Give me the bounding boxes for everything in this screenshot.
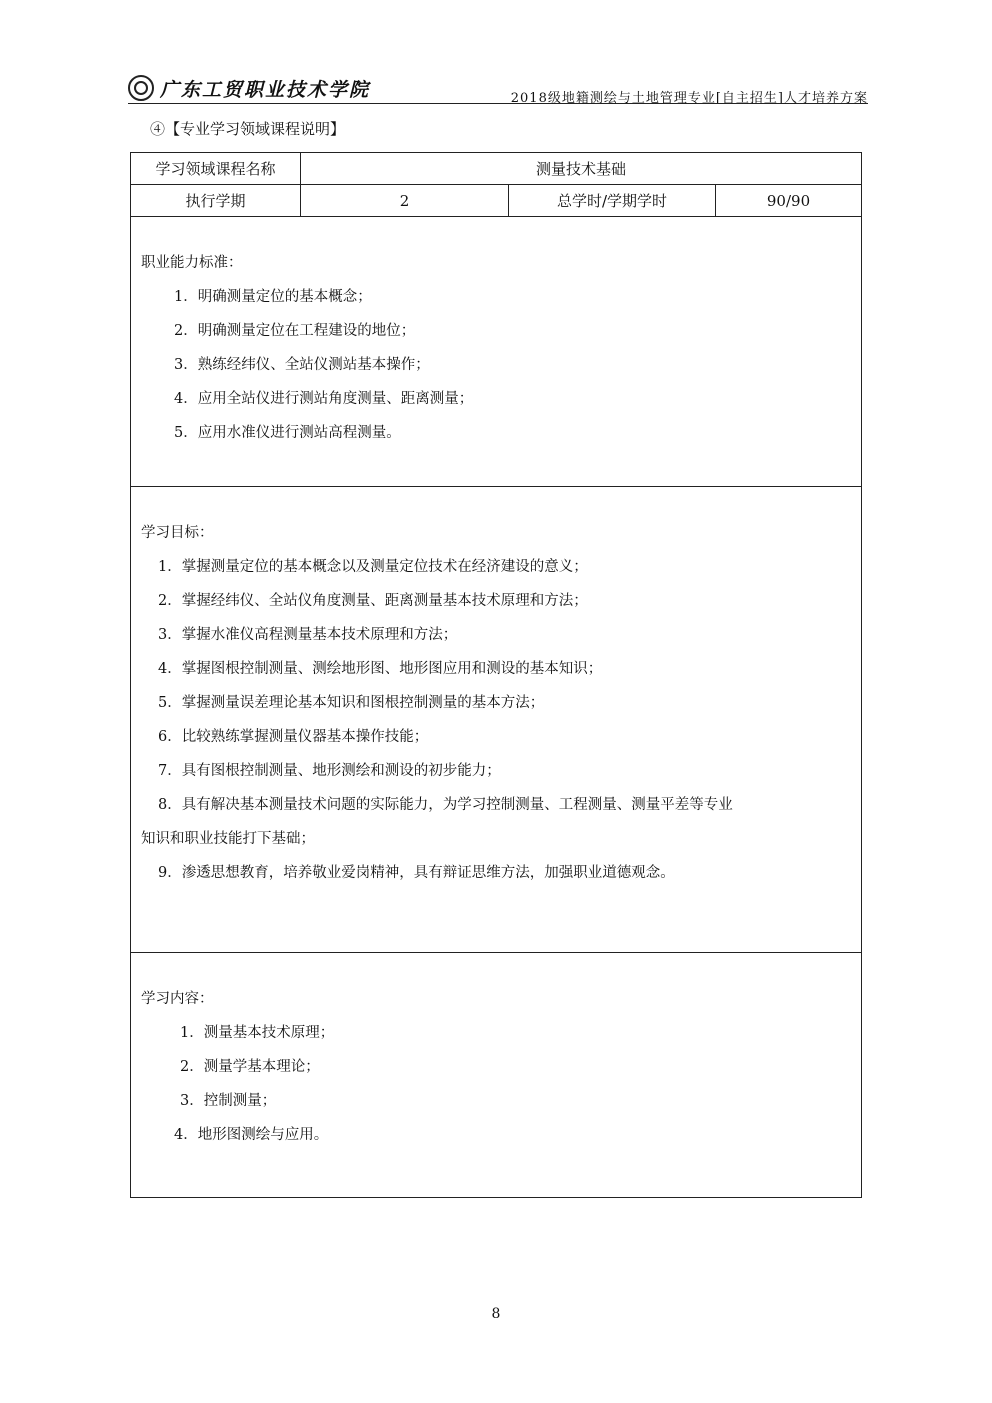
goal-item: 9．渗透思想教育，培养敬业爱岗精神，具有辩证思维方法，加强职业道德观念。: [158, 865, 675, 881]
ability-row: [131, 217, 862, 487]
goal-item: 1．掌握测量定位的基本概念以及测量定位技术在经济建设的意义；: [158, 559, 588, 575]
goal-item: 3．掌握水准仪高程测量基本技术原理和方法；: [158, 627, 458, 643]
school-seal-icon: [128, 75, 154, 101]
content-item: 2．测量学基本理论；: [180, 1059, 320, 1075]
goal-item: 4．掌握图根控制测量、测绘地形图、地形图应用和测设的基本知识；: [158, 661, 603, 677]
ability-item: 1．明确测量定位的基本概念；: [174, 289, 372, 305]
course-name-label: 学习领域课程名称: [131, 153, 301, 185]
semester-value: 2: [301, 185, 509, 217]
goals-cell: [131, 487, 862, 953]
goal-item: 5．掌握测量误差理论基本知识和图根控制测量的基本方法；: [158, 695, 545, 711]
content-item: 1．测量基本技术原理；: [180, 1025, 335, 1041]
goal-item: 8．具有解决基本测量技术问题的实际能力，为学习控制测量、工程测量、测量平差等专业: [158, 797, 733, 813]
ability-item: 2．明确测量定位在工程建设的地位；: [174, 323, 416, 339]
goals-row: [131, 487, 862, 953]
page-number: 8: [491, 1306, 501, 1322]
hours-value: 90/90: [716, 185, 862, 217]
content-row: [131, 953, 862, 1198]
course-meta-row: [131, 185, 862, 217]
school-logo: [128, 74, 370, 102]
ability-item: 3．熟练经纬仪、全站仪测站基本操作；: [174, 357, 430, 373]
course-table: [130, 152, 862, 1198]
goal-item: 6．比较熟练掌握测量仪器基本操作技能；: [158, 729, 429, 745]
ability-item: 4．应用全站仪进行测站角度测量、距离测量；: [174, 391, 474, 407]
ability-cell: [131, 217, 862, 487]
header-divider: [128, 103, 868, 104]
goal-item-continuation: 知识和职业技能打下基础；: [141, 831, 315, 847]
goal-item: 2．掌握经纬仪、全站仪角度测量、距离测量基本技术原理和方法；: [158, 593, 588, 609]
content-cell: [131, 953, 862, 1198]
ability-item: 5．应用水准仪进行测站高程测量。: [174, 425, 401, 441]
school-name: 广东工贸职业技术学院: [160, 78, 371, 101]
course-name-row: [131, 153, 862, 185]
ability-title: 职业能力标准：: [141, 255, 243, 271]
content-item: 3．控制测量；: [180, 1093, 277, 1109]
goal-item: 7．具有图根控制测量、地形测绘和测设的初步能力；: [158, 763, 501, 779]
course-name-value: 测量技术基础: [301, 153, 862, 185]
section-title: ④【专业学习领域课程说明】: [150, 120, 346, 138]
semester-label: 执行学期: [131, 185, 301, 217]
hours-label: 总学时/学期学时: [509, 185, 716, 217]
goals-title: 学习目标：: [141, 525, 214, 541]
content-title: 学习内容：: [141, 991, 214, 1007]
content-item: 4．地形图测绘与应用。: [174, 1127, 329, 1143]
document-title: 2018级地籍测绘与土地管理专业[自主招生]人才培养方案: [510, 91, 868, 106]
